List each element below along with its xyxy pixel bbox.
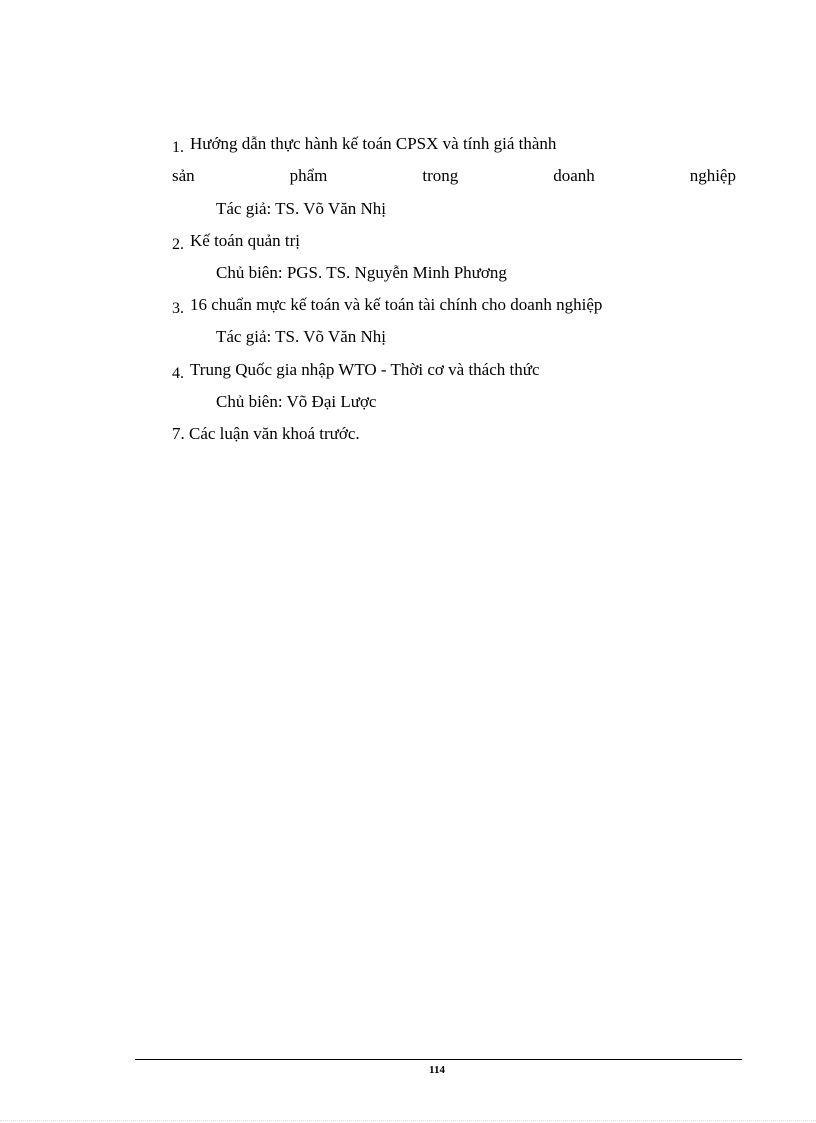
reference-number: 2. (172, 236, 184, 253)
reference-item-3-author: Tác giả: TS. Võ Văn Nhị (216, 327, 386, 346)
footer-divider (135, 1059, 742, 1060)
reference-item-2-author: Chủ biên: PGS. TS. Nguyễn Minh Phương (216, 263, 507, 282)
reference-number: 1. (172, 139, 184, 156)
title-word: doanh (553, 166, 595, 185)
page-number: 114 (429, 1064, 445, 1076)
reference-number: 3. (172, 300, 184, 317)
reference-title: 16 chuẩn mực kế toán và kế toán tài chính cho doanh nghiệp (190, 295, 603, 314)
reference-item-1-author: Tác giả: TS. Võ Văn Nhị (216, 199, 386, 218)
reference-item-4-author: Chủ biên: Võ Đại Lược (216, 392, 377, 411)
title-word: sản (172, 166, 195, 185)
reference-item-4-title (172, 360, 540, 384)
reference-number: 4. (172, 365, 184, 382)
reference-title: Hướng dẫn thực hành kế toán CPSX và tính giá thành (190, 134, 557, 153)
closing-item: 7. Các luận văn khoá trước. (172, 424, 360, 443)
reference-item-2-title (172, 231, 300, 255)
reference-item-3-title (172, 295, 602, 319)
page-bottom-edge (0, 1120, 816, 1121)
reference-item-1-title-continuation (172, 166, 736, 186)
title-word: trong (422, 166, 459, 185)
reference-item-1-title (172, 134, 556, 158)
reference-title: Trung Quốc gia nhập WTO - Thời cơ và thách thức (190, 360, 540, 379)
title-word: nghiệp (689, 166, 736, 185)
reference-title: Kế toán quản trị (190, 231, 300, 250)
title-word: phẩm (289, 166, 328, 185)
